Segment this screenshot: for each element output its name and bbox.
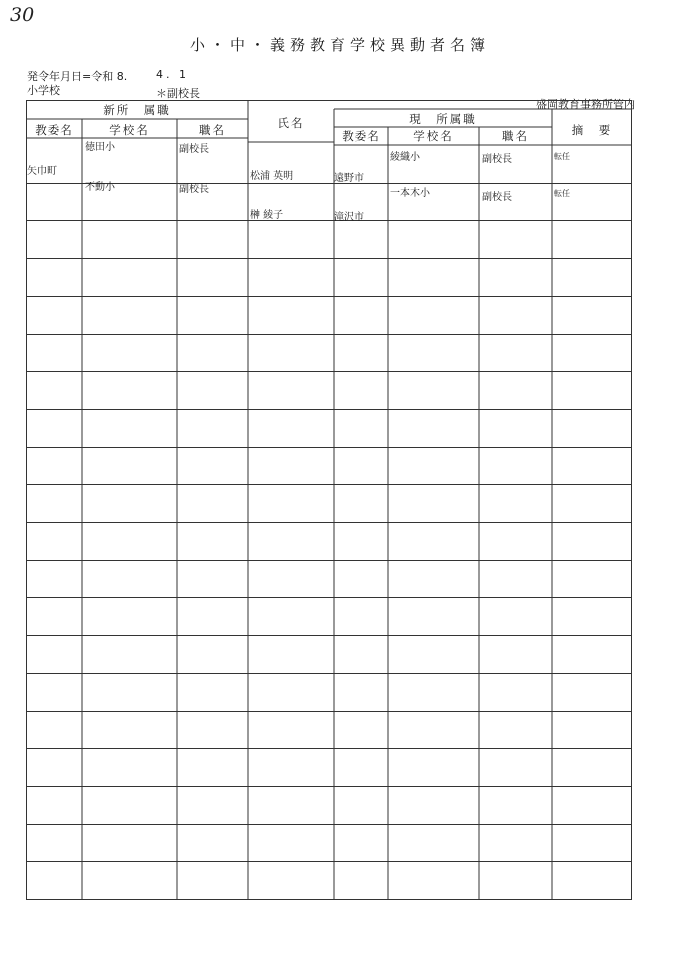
row2-new-position: 副校長 xyxy=(179,184,209,195)
row2-current-school: 一本木小 xyxy=(390,188,430,199)
header-current-post: 現 所属職 xyxy=(409,112,477,126)
row1-remarks: 転任 xyxy=(554,152,570,161)
row2-new-school: 不動小 xyxy=(85,182,115,193)
row2-name: 榊 綾子 xyxy=(250,210,284,221)
office-name: 盛岡教育事務所管内 xyxy=(536,98,635,111)
header-new-school: 学校名 xyxy=(109,123,150,137)
table-grid xyxy=(26,100,632,900)
page-number: 30 xyxy=(10,4,35,26)
header-current-school: 学校名 xyxy=(413,129,454,143)
row2-current-position: 副校長 xyxy=(482,192,512,203)
header-remarks: 摘 要 xyxy=(571,123,613,137)
row1-new-board: 矢巾町 xyxy=(27,166,57,177)
document-title: 小・中・義務教育学校異動者名簿 xyxy=(189,36,490,54)
row1-name: 松浦 英明 xyxy=(250,171,294,182)
roster-table xyxy=(26,100,632,900)
header-current-position: 職名 xyxy=(502,129,529,143)
header-new-position: 職名 xyxy=(199,123,226,137)
row1-current-position: 副校長 xyxy=(482,154,512,165)
category-note: ＊副校長 xyxy=(156,87,200,100)
row1-new-school: 徳田小 xyxy=(85,142,115,153)
row2-remarks: 転任 xyxy=(554,189,570,198)
row1-new-position: 副校長 xyxy=(179,144,209,155)
header-new-post: 新所 属職 xyxy=(103,103,171,117)
school-type: 小学校 xyxy=(27,84,60,97)
row2-current-board: 滝沢市 xyxy=(334,212,364,223)
header-name: 氏名 xyxy=(277,116,305,130)
header-current-board: 教委名 xyxy=(342,129,380,143)
header-new-board: 教委名 xyxy=(35,123,73,137)
issue-date-label: 発令年月日=令和 8. xyxy=(27,70,128,83)
issue-date-value: 4. 1 xyxy=(156,68,189,81)
row1-current-board: 遠野市 xyxy=(334,173,364,184)
row1-current-school: 綾織小 xyxy=(390,152,420,163)
